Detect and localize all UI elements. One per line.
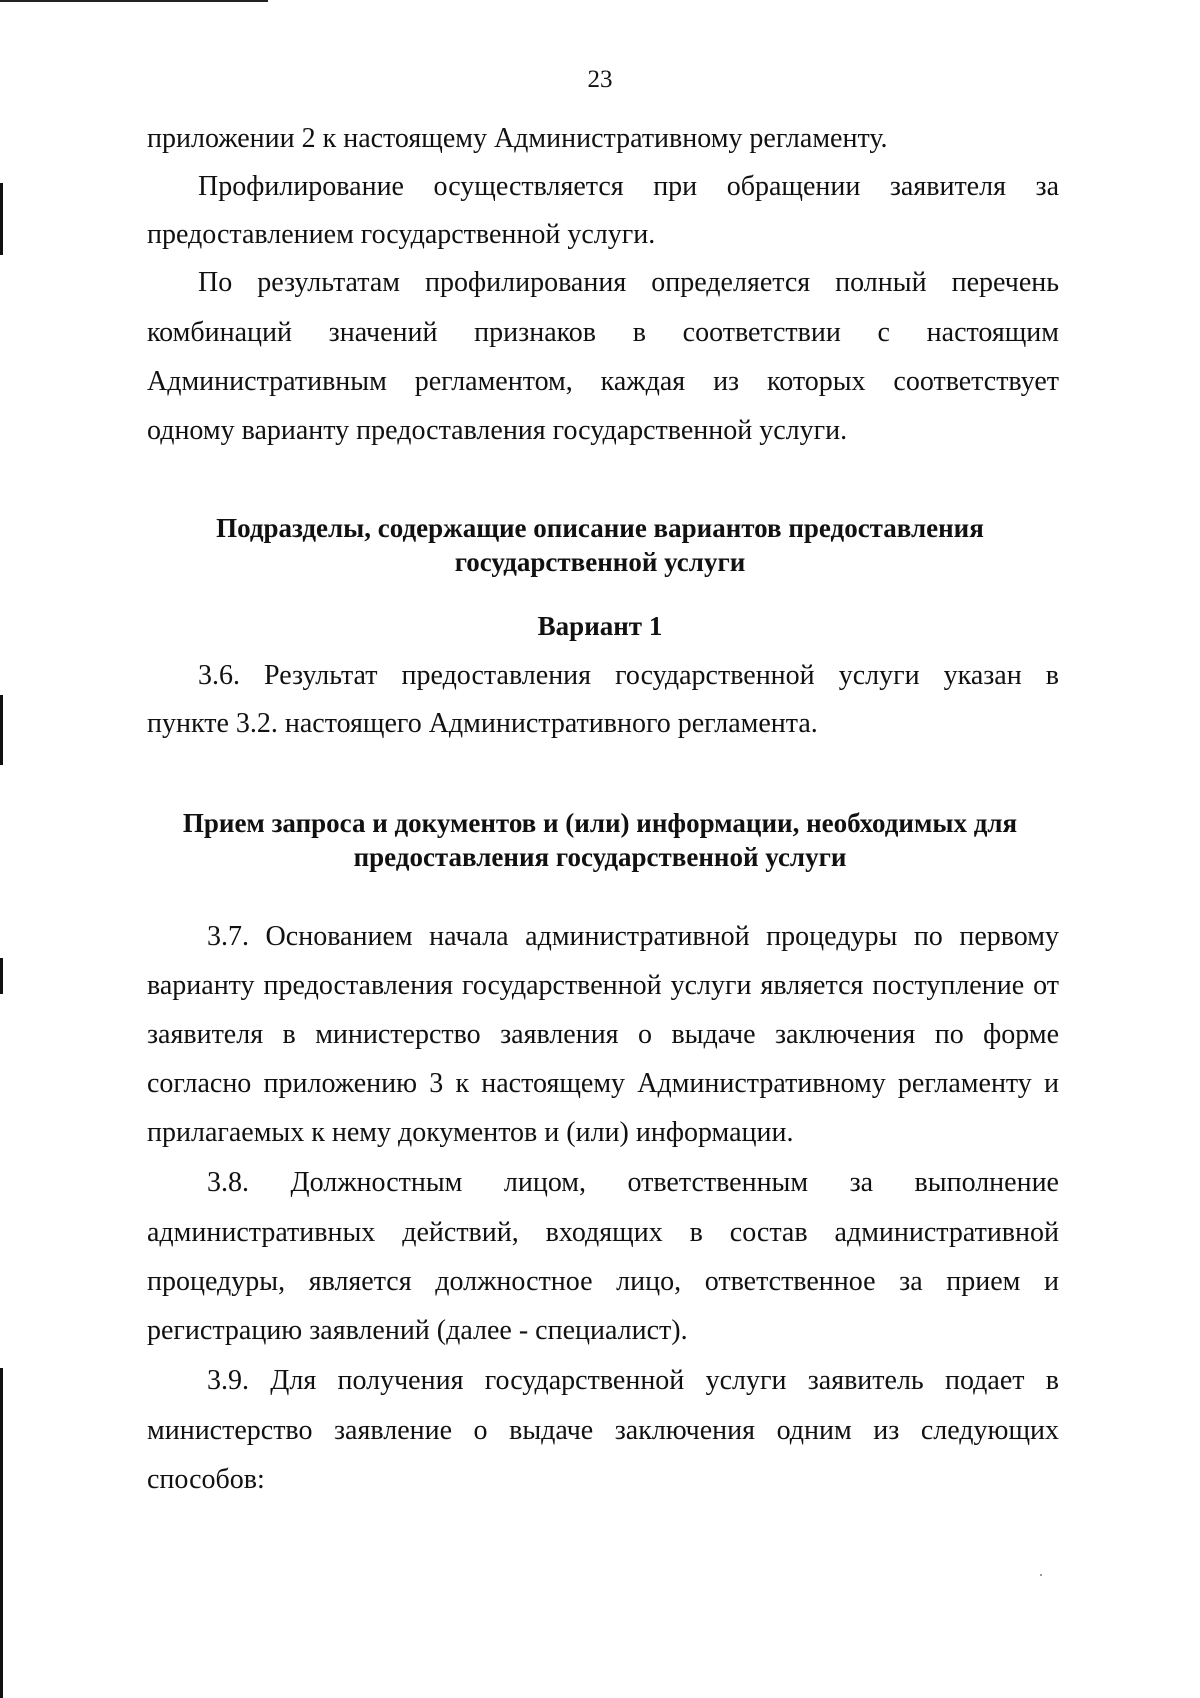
section-heading: Подразделы, содержащие описание вариантов предоставления	[216, 513, 984, 543]
section-heading: предоставления государственной услуги	[353, 842, 847, 872]
section-heading: Прием запроса и документов и (или) информации, необходимых для	[182, 808, 1018, 838]
paragraph-line: комбинаций значений признаков в соответствии с настоящим	[147, 317, 1059, 348]
scan-edge-mark	[0, 695, 3, 765]
paragraph-line: процедуры, является должностное лицо, ответственное за прием и	[147, 1266, 1059, 1297]
paragraph-line: согласно приложению 3 к настоящему Административному регламенту и	[147, 1068, 1059, 1099]
paragraph-line: 3.6. Результат предоставления государственной услуги указан в	[198, 660, 1059, 691]
scan-border-top	[0, 0, 268, 2]
variant-heading: Вариант 1	[537, 611, 663, 641]
paragraph-line: Профилирование осуществляется при обращении заявителя за	[198, 171, 1059, 202]
paragraph-line: регистрацию заявлений (далее - специалист).	[147, 1315, 688, 1346]
paragraph-line: По результатам профилирования определяется полный перечень	[198, 267, 1059, 298]
scan-edge-mark	[0, 958, 3, 994]
scan-edge-mark	[0, 1368, 3, 1698]
paragraph-line: заявителя в министерство заявления о выдаче заключения по форме	[147, 1019, 1059, 1050]
page-number: 23	[587, 66, 613, 93]
paragraph-line: 3.9. Для получения государственной услуги заявитель подает в	[207, 1365, 1059, 1396]
paragraph-line: варианту предоставления государственной услуги является поступление от	[147, 970, 1059, 1001]
paragraph-line: приложении 2 к настоящему Административному регламенту.	[147, 123, 888, 154]
paragraph-line: прилагаемых к нему документов и (или) информации.	[147, 1117, 794, 1148]
paragraph-line: Административным регламентом, каждая из которых соответствует	[147, 366, 1059, 397]
section-heading: государственной услуги	[454, 547, 746, 577]
paragraph-line: способов:	[147, 1464, 265, 1495]
paragraph-line: 3.7. Основанием начала административной процедуры по первому	[207, 921, 1059, 952]
paragraph-line: одному варианту предоставления государственной услуги.	[147, 415, 848, 446]
scan-edge-mark	[0, 183, 3, 255]
paragraph-line: 3.8. Должностным лицом, ответственным за выполнение	[207, 1167, 1059, 1198]
paragraph-line: министерство заявление о выдаче заключения одним из следующих	[147, 1415, 1059, 1446]
paragraph-line: предоставлением государственной услуги.	[147, 219, 656, 250]
paragraph-line: пункте 3.2. настоящего Административного регламента.	[147, 708, 818, 739]
paragraph-line: административных действий, входящих в состав административной	[147, 1217, 1059, 1248]
scan-speck	[1040, 1574, 1042, 1576]
